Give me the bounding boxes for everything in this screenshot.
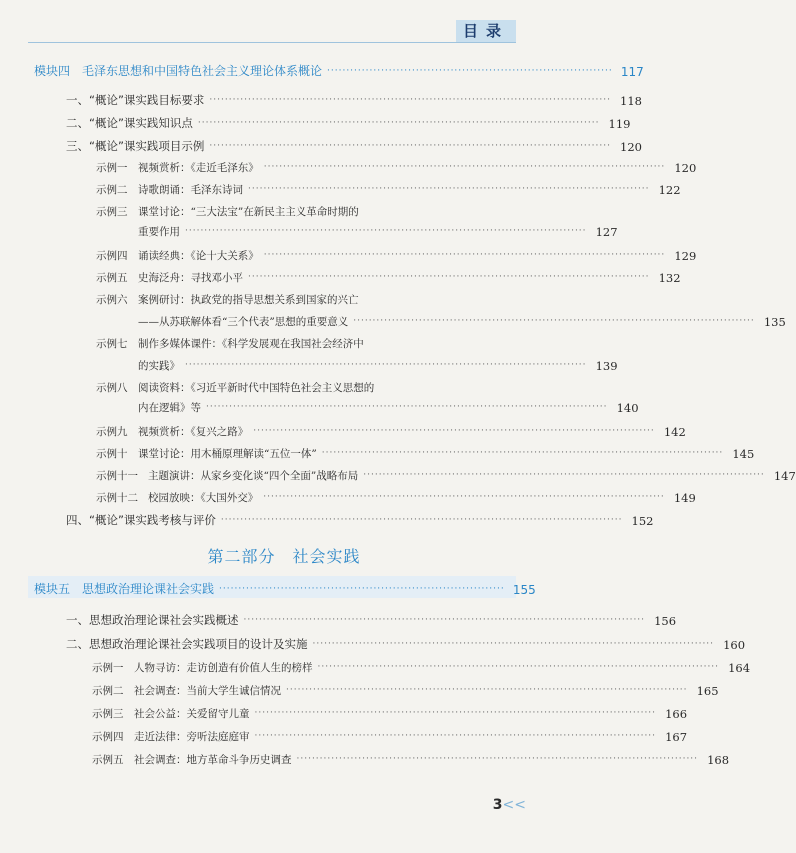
example-title: 制作多媒体课件：《科学发展观在我国社会经济中 <box>138 338 364 350</box>
example-label: 示例九 <box>96 426 128 438</box>
page-number: 119 <box>608 117 631 131</box>
page-number: 145 <box>732 447 755 461</box>
section-title: 三、“概论”课实践项目示例 <box>66 139 205 153</box>
section-title: 二、思想政治理论课社会实践项目的设计及实施 <box>66 637 308 651</box>
leader-dots: ········································································································ <box>209 95 611 105</box>
toc-section[interactable] <box>66 612 677 628</box>
toc-example-first-line[interactable] <box>96 292 359 307</box>
page-number: 142 <box>663 425 686 439</box>
example-title: 社会调查：当前大学生诚信情况 <box>134 685 281 697</box>
toc-example[interactable] <box>96 160 697 175</box>
section-title: 四、“概论”课实践考核与评价 <box>66 513 216 527</box>
toc-example[interactable] <box>92 729 688 744</box>
leader-dots: ········································································································ <box>248 272 650 282</box>
toc-example-continuation[interactable] <box>138 224 618 239</box>
page-footer-number <box>493 797 526 813</box>
leader-dots: ········································································································ <box>197 118 600 128</box>
toc-example-continuation[interactable] <box>138 400 639 415</box>
example-title: 视频赏析：《复兴之路》 <box>138 426 249 438</box>
leader-dots: ········································································································ <box>363 470 765 480</box>
example-title: 诗歌朗诵：毛泽东诗词 <box>138 184 243 196</box>
leader-dots: ········································································································ <box>353 316 755 326</box>
leader-dots: ········································································································ <box>263 492 665 502</box>
module-title: 模块五 思想政治理论课社会实践 <box>34 582 215 596</box>
leader-dots: ········································································································ <box>209 141 611 151</box>
leader-dots: ········································································································ <box>296 754 699 764</box>
example-title-cont: 的实践》 <box>138 360 180 372</box>
example-label: 示例五 <box>92 754 124 766</box>
example-title: 主题演讲：从家乡变化谈“四个全面”战略布局 <box>148 470 359 482</box>
example-label: 示例二 <box>92 685 124 697</box>
example-title: 史海泛舟：寻找邓小平 <box>138 272 243 284</box>
page-number: 156 <box>654 614 677 628</box>
double-chevron-left-icon: << <box>502 797 526 813</box>
page-number: 120 <box>674 161 697 175</box>
leader-dots: ········································································································ <box>206 402 608 412</box>
example-title-cont: 重要作用 <box>138 226 180 238</box>
example-label: 示例一 <box>96 162 128 174</box>
page-number: 167 <box>665 730 688 744</box>
toc-example-first-line[interactable] <box>96 336 364 351</box>
example-label: 示例三 <box>96 206 128 218</box>
module-title: 模块四 毛泽东思想和中国特色社会主义理论体系概论 <box>34 64 323 78</box>
header-tab: 目录 <box>456 20 516 42</box>
header-rule <box>28 42 516 43</box>
example-label: 示例十一 <box>96 470 138 482</box>
page-number: 139 <box>595 359 618 373</box>
page-number: 152 <box>631 514 654 528</box>
leader-dots: ········································································································ <box>263 162 666 172</box>
toc-example[interactable] <box>96 424 686 439</box>
example-label: 示例七 <box>96 338 128 350</box>
example-label: 示例六 <box>96 294 128 306</box>
example-label: 示例三 <box>92 708 124 720</box>
page-number: 135 <box>763 315 786 329</box>
example-title: 社会调查：地方革命斗争历史调查 <box>134 754 292 766</box>
example-label: 示例十 <box>96 448 128 460</box>
leader-dots: ········································································································ <box>253 426 655 436</box>
page-number: 160 <box>723 638 746 652</box>
toc-example[interactable] <box>92 660 751 675</box>
toc-example[interactable] <box>96 490 696 505</box>
section-title: 二、“概论”课实践知识点 <box>66 116 193 130</box>
example-label: 示例四 <box>96 250 128 262</box>
toc-example[interactable] <box>96 446 755 461</box>
part-heading: 第二部分 社会实践 <box>207 547 361 566</box>
toc-example[interactable] <box>96 270 681 285</box>
leader-dots: ········································································································ <box>312 639 715 649</box>
toc-example-continuation[interactable] <box>138 358 618 373</box>
section-title: 一、思想政治理论课社会实践概述 <box>66 613 239 627</box>
example-label: 示例十二 <box>96 492 138 504</box>
toc-section[interactable] <box>66 92 642 108</box>
example-label: 示例四 <box>92 731 124 743</box>
toc-section[interactable] <box>66 512 654 528</box>
page-number: 120 <box>620 140 642 154</box>
example-label: 示例五 <box>96 272 128 284</box>
leader-dots: ········································································································ <box>185 360 587 370</box>
example-title: 课堂讨论：用木桶原理解读“五位一体” <box>138 448 317 460</box>
leader-dots: ········································································································ <box>243 615 646 625</box>
page-number: 132 <box>658 271 681 285</box>
toc-example[interactable] <box>96 468 796 483</box>
page-number: 147 <box>773 469 796 483</box>
example-label: 示例一 <box>92 662 124 674</box>
toc-module-5[interactable] <box>34 580 536 597</box>
leader-dots: ·········································································· <box>219 584 505 594</box>
page-number: 165 <box>696 684 719 698</box>
page-number: 164 <box>728 661 751 675</box>
page-number: 117 <box>620 65 644 79</box>
leader-dots: ········································································································ <box>185 226 587 236</box>
toc-example[interactable] <box>92 752 730 767</box>
toc-example-first-line[interactable] <box>96 204 359 219</box>
toc-module-4[interactable] <box>34 62 644 79</box>
page-number: 168 <box>707 753 730 767</box>
toc-example-first-line[interactable] <box>96 380 374 395</box>
leader-dots: ········································································································ <box>286 685 688 695</box>
leader-dots: ········································································································ <box>220 515 623 525</box>
leader-dots: ········································································································ <box>248 184 650 194</box>
footer-page-number: 3 <box>492 797 503 813</box>
example-title: 阅读资料：《习近平新时代中国特色社会主义思想的 <box>138 382 375 394</box>
toc-example[interactable] <box>96 248 697 263</box>
leader-dots: ········································································································ <box>263 250 666 260</box>
toc-example[interactable] <box>92 683 719 698</box>
leader-dots: ········································································································ <box>254 708 657 718</box>
page-number: 129 <box>674 249 697 263</box>
example-title: 校园放映：《大国外交》 <box>148 492 259 504</box>
example-title-cont: ——从苏联解体看“三个代表”思想的重要意义 <box>138 316 349 328</box>
example-title: 诵读经典：《论十大关系》 <box>138 250 259 262</box>
example-title-cont: 内在逻辑》等 <box>138 402 201 414</box>
leader-dots: ········································································································ <box>254 731 657 741</box>
page-number: 127 <box>595 225 618 239</box>
example-title: 人物寻访：走访创造有价值人生的榜样 <box>134 662 313 674</box>
leader-dots: ········································································································ <box>321 448 724 458</box>
example-label: 示例八 <box>96 382 128 394</box>
leader-dots: ·········································································· <box>327 66 613 76</box>
toc-example-continuation[interactable] <box>138 314 786 329</box>
page-number: 118 <box>620 94 642 108</box>
toc-section[interactable] <box>66 138 642 154</box>
toc-section[interactable] <box>66 115 631 131</box>
toc-example[interactable] <box>96 182 681 197</box>
page-number: 149 <box>673 491 696 505</box>
toc-example[interactable] <box>92 706 688 721</box>
page-number: 140 <box>616 401 639 415</box>
example-title: 课堂讨论：“三大法宝”在新民主主义革命时期的 <box>138 206 359 218</box>
toc-section[interactable] <box>66 636 746 652</box>
page-number: 166 <box>665 707 688 721</box>
leader-dots: ········································································································ <box>317 662 720 672</box>
page-number: 122 <box>658 183 681 197</box>
example-title: 走近法律：旁听法庭庭审 <box>134 731 250 743</box>
example-title: 视频赏析：《走近毛泽东》 <box>138 162 259 174</box>
page-number: 155 <box>512 583 536 597</box>
section-title: 一、“概论”课实践目标要求 <box>66 93 205 107</box>
example-label: 示例二 <box>96 184 128 196</box>
example-title: 社会公益：关爱留守儿童 <box>134 708 250 720</box>
example-title: 案例研讨：执政党的指导思想关系到国家的兴亡 <box>138 294 359 306</box>
